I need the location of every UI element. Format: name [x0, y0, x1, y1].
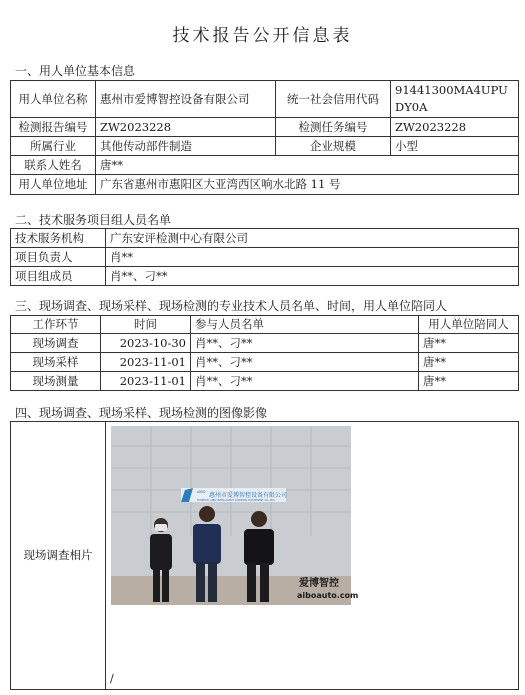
row-escort: 唐** [419, 353, 519, 372]
unit-name-label: 用人单位名称 [11, 81, 96, 118]
table-row [11, 334, 519, 353]
task-no-value: ZW2023228 [391, 118, 519, 137]
section3-heading: 三、现场调查、现场采样、现场检测的专业技术人员名单、时间，用人单位陪同人 [15, 299, 448, 313]
org-label: 技术服务机构 [11, 229, 106, 248]
credit-code-value: 91441300MA4UPUDY0A [391, 81, 519, 118]
onsite-staff-table [10, 315, 519, 391]
site-photo [111, 426, 359, 605]
report-no-value: ZW2023228 [96, 118, 276, 137]
wall-sign-prefix: AIBO [197, 490, 206, 494]
industry-label: 所属行业 [11, 137, 96, 156]
header-stage: 工作环节 [11, 316, 101, 334]
photo-label: 现场调查相片 [11, 422, 106, 690]
row-stage: 现场测量 [11, 372, 101, 391]
row-participants: 肖**、刁** [191, 334, 419, 353]
industry-value: 其他传动部件制造 [96, 137, 276, 156]
photo-cell [106, 422, 519, 690]
site-photo-graphic [111, 426, 359, 605]
basic-info-table [10, 80, 519, 195]
service-team-table [10, 228, 519, 286]
table-row [11, 353, 519, 372]
row-time: 2023-11-01 [101, 372, 191, 391]
row-participants: 肖**、刁** [191, 372, 419, 391]
row-time: 2023-11-01 [101, 353, 191, 372]
row-escort: 唐** [419, 334, 519, 353]
org-value: 广东安评检测中心有限公司 [106, 229, 519, 248]
table-row [11, 372, 519, 391]
section4-heading: 四、现场调查、现场采样、现场检测的图像影像 [15, 406, 268, 420]
scale-label: 企业规模 [276, 137, 391, 156]
document-title: 技术报告公开信息表 [172, 26, 353, 46]
photo-table [10, 421, 519, 690]
logo-url: aiboauto.com [297, 591, 359, 600]
contact-value: 唐** [96, 156, 519, 175]
contact-label: 联系人姓名 [11, 156, 96, 175]
row-time: 2023-10-30 [101, 334, 191, 353]
logo-text: 爱博智控 [299, 578, 339, 589]
task-no-label: 检测任务编号 [276, 118, 391, 137]
unit-name-value: 惠州市爱博智控设备有限公司 [96, 81, 276, 118]
members-label: 项目组成员 [11, 267, 106, 286]
row-escort: 唐** [419, 372, 519, 391]
row-stage: 现场采样 [11, 353, 101, 372]
row-stage: 现场调查 [11, 334, 101, 353]
address-value: 广东省惠州市惠阳区大亚湾西区响水北路 11 号 [96, 175, 519, 195]
header-escort: 用人单位陪同人 [419, 316, 519, 334]
members-value: 肖**、刁** [106, 267, 519, 286]
header-time: 时间 [101, 316, 191, 334]
section1-heading: 一、用人单位基本信息 [15, 64, 136, 78]
row-participants: 肖**、刁** [191, 353, 419, 372]
section2-heading: 二、技术服务项目组人员名单 [15, 213, 172, 227]
wall-sign-text: 惠州市爱博智控设备有限公司 [209, 492, 288, 499]
empty-marker: / [110, 672, 114, 685]
scale-value: 小型 [391, 137, 519, 156]
wall-sign-en: HUIZHOU AIBO INTELLIGENT CONTROL EQUIPMENT CO.,LTD [197, 499, 275, 502]
header-participants: 参与人员名单 [191, 316, 419, 334]
leader-value: 肖** [106, 248, 519, 267]
report-no-label: 检测报告编号 [11, 118, 96, 137]
address-label: 用人单位地址 [11, 175, 96, 195]
credit-code-label: 统一社会信用代码 [276, 81, 391, 118]
leader-label: 项目负责人 [11, 248, 106, 267]
